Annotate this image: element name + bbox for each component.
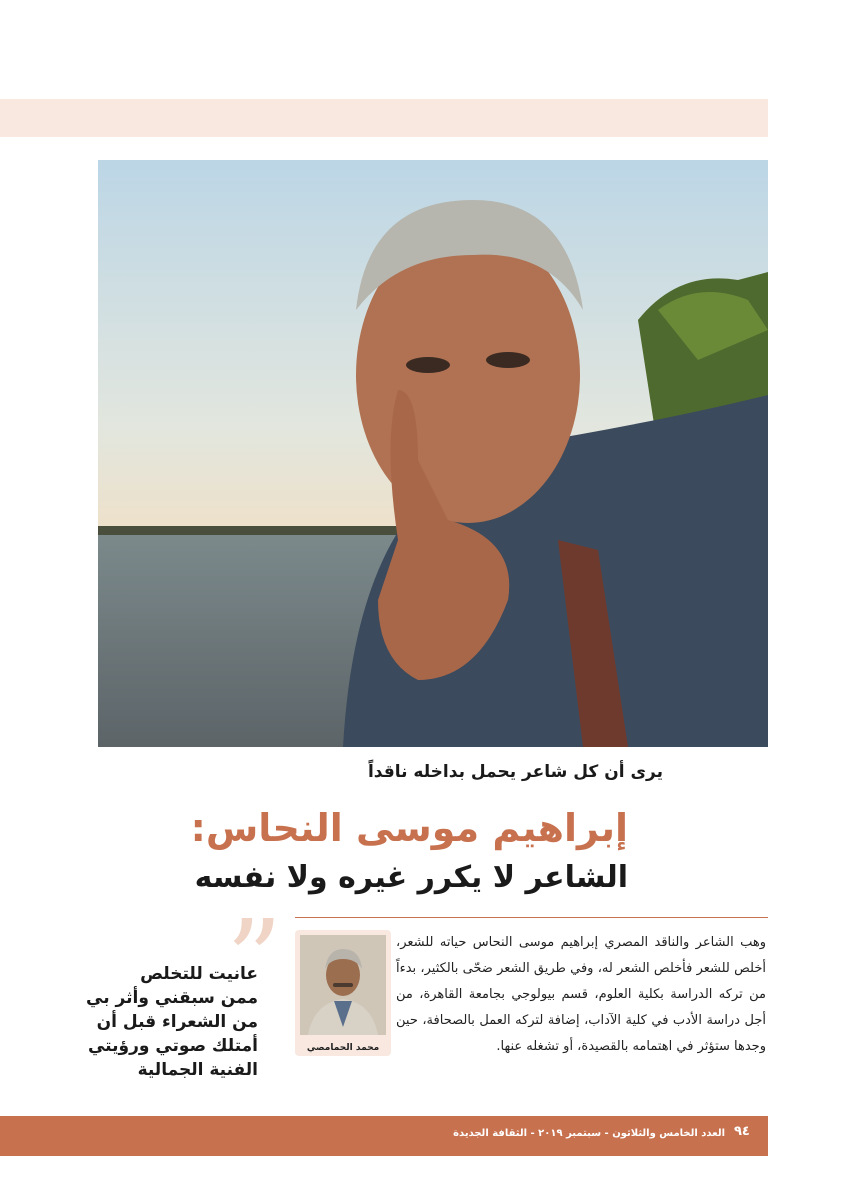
author-name: محمد الحمامصي	[306, 1043, 380, 1053]
issue-info: العدد الخامس والثلاثون - سبتمبر ٢٠١٩ - الثقافة الجديدة	[453, 1128, 725, 1139]
kicker-text: يرى أن كل شاعر يحمل بداخله ناقداً	[367, 762, 663, 782]
quote-mark-icon: ”	[226, 896, 283, 1024]
portrait-photo-illustration	[98, 160, 768, 747]
article-headline: إبراهيم موسى النحاس:	[190, 806, 628, 850]
pull-quote-line: ممن سبقني وأثر بي	[86, 988, 258, 1008]
pull-quote-line: الفنية الجمالية	[137, 1060, 258, 1080]
pull-quote-line: عانيت للتخلص	[140, 964, 258, 984]
pull-quote	[86, 962, 258, 1082]
pull-quote-line: من الشعراء قبل أن	[96, 1012, 258, 1032]
page-number: ٩٤	[734, 1124, 750, 1139]
top-decorative-band	[0, 99, 768, 137]
hero-photo	[98, 160, 768, 747]
divider-rule	[295, 917, 768, 918]
body-paragraph: وهب الشاعر والناقد المصري إبراهيم موسى النحاس حياته للشعر، أخلص للشعر فأخلص الشعر له، وفي طريق الشعر ضحّى بالكثير، بدءاً من تركه الدراسة بكلية العلوم، قسم بيولوجي بجامعة القاهرة، من أجل دراسة الأدب في كلية الآداب، إضافة لتركه العمل بالصحافة، حين وجدها ستؤثر في اهتمامه بالقصيدة، أو تشغله عنها.	[396, 935, 766, 1054]
author-card	[295, 930, 391, 1056]
author-photo	[300, 935, 386, 1035]
pull-quote-line: أمتلك صوتي ورؤيتي	[87, 1036, 258, 1056]
article-subheadline: الشاعر لا يكرر غيره ولا نفسه	[194, 860, 628, 895]
